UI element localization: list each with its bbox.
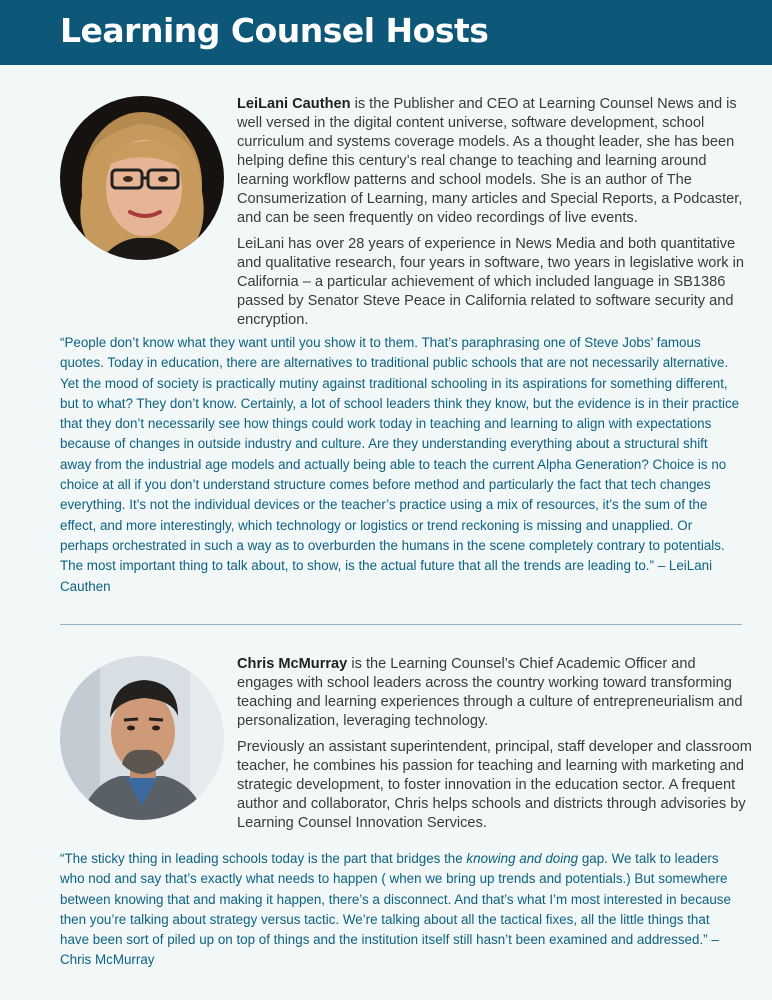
host2-quote bbox=[60, 849, 742, 971]
host1-bio bbox=[237, 95, 752, 337]
host2-quote-part-2: gap. We talk to leaders who nod and say that’s exactly what needs to happen ( when we bring up trends and potentials.) But somewhere between knowing that and making it happen, there’s a disconnect. And that’s what I’m most interested in because then you’re talking about strategy versus tactic. We’re talking about all the tactical fixes, all the little things that have been sort of piled up on top of things and the institution itself still hasn’t been examined and addressed.” – Chris McMurray bbox=[60, 851, 731, 968]
host1-bio-paragraph-1 bbox=[237, 95, 752, 228]
host2-bio bbox=[237, 655, 752, 840]
host2-bio-paragraph-1 bbox=[237, 655, 752, 731]
host1-portrait bbox=[60, 96, 224, 260]
page-header bbox=[0, 0, 772, 65]
host2-quote-emphasis: knowing and doing bbox=[466, 851, 579, 866]
host2-quote-part-1: “The sticky thing in leading schools today is the part that bridges the bbox=[60, 851, 467, 866]
host2-bio-text: is the Learning Counsel’s Chief Academic Officer and engages with school leaders across the country working toward transforming teaching and learning experiences through a culture of entrepreneurialism and personalization, leveraging technology. bbox=[237, 656, 743, 729]
host1-bio-paragraph-2: LeiLani has over 28 years of experience in News Media and both quantitative and qualitative research, four years in software, two years in legislative work in California – a particular achievement of which included language in SB1386 passed by Senator Steve Peace in California related to software security and encryption. bbox=[237, 236, 744, 328]
host1-bio-text: is the Publisher and CEO at Learning Counsel News and is well versed in the digital content universe, software development, school curriculum and systems coverage models. As a thought leader, she has been helping define this century’s real change to teaching and learning around learning workflow patterns and school models. She is an author of The Consumerization of Learning, many articles and Special Reports, a Podcaster, and can be seen frequently on video recordings of live events. bbox=[237, 96, 743, 226]
host2-portrait bbox=[60, 656, 224, 820]
host2-quote-text bbox=[60, 849, 742, 971]
host2-name: Chris McMurray bbox=[237, 656, 348, 672]
host1-quote-text: “People don’t know what they want until you show it to them. That’s paraphrasing one of Steve Jobs’ famous quotes. Today in education, there are alternatives to traditional public schools that are not necessarily alternative. Yet the mood of society is practically mutiny against traditional schooling in its aspirations for something different, but to what? They don’t know. Certainly, a lot of school leaders think they know, but the evidence is in their practice that they don’t necessarily see how things could work today in teaching and learning to align with expectations because of changes in outside industry and culture. Are they understanding everything about a structural shift away from the industrial age models and actually being able to teach the current Alpha Generation? Choice is no choice at all if you don’t understand structure comes before method and particularly the fact that tech changes everything. It’s not the individual devices or the teacher’s practice using a mix of resources, it’s the sum of the effect, and more interestingly, which technology or logistics or trend reckoning is missing and unapplied. Or perhaps orchestrated in such a way as to overburden the humans in the scene completely contrary to potentials. The most important thing to talk about, to show, is the actual future that all the trends are leading to.” – LeiLani Cauthen bbox=[60, 335, 740, 594]
host1-name: LeiLani Cauthen bbox=[237, 96, 351, 112]
host2-bio-paragraph-2: Previously an assistant superintendent, principal, staff developer and classroom teacher, he combines his passion for teaching and learning with marketing and strategic development, to foster innovation in the education sector. A frequent author and collaborator, Chris helps schools and districts through advisories by Learning Counsel Innovation Services. bbox=[237, 739, 752, 831]
host1-quote bbox=[60, 333, 742, 597]
section-divider bbox=[60, 624, 742, 625]
page-title: Learning Counsel Hosts bbox=[60, 11, 489, 50]
